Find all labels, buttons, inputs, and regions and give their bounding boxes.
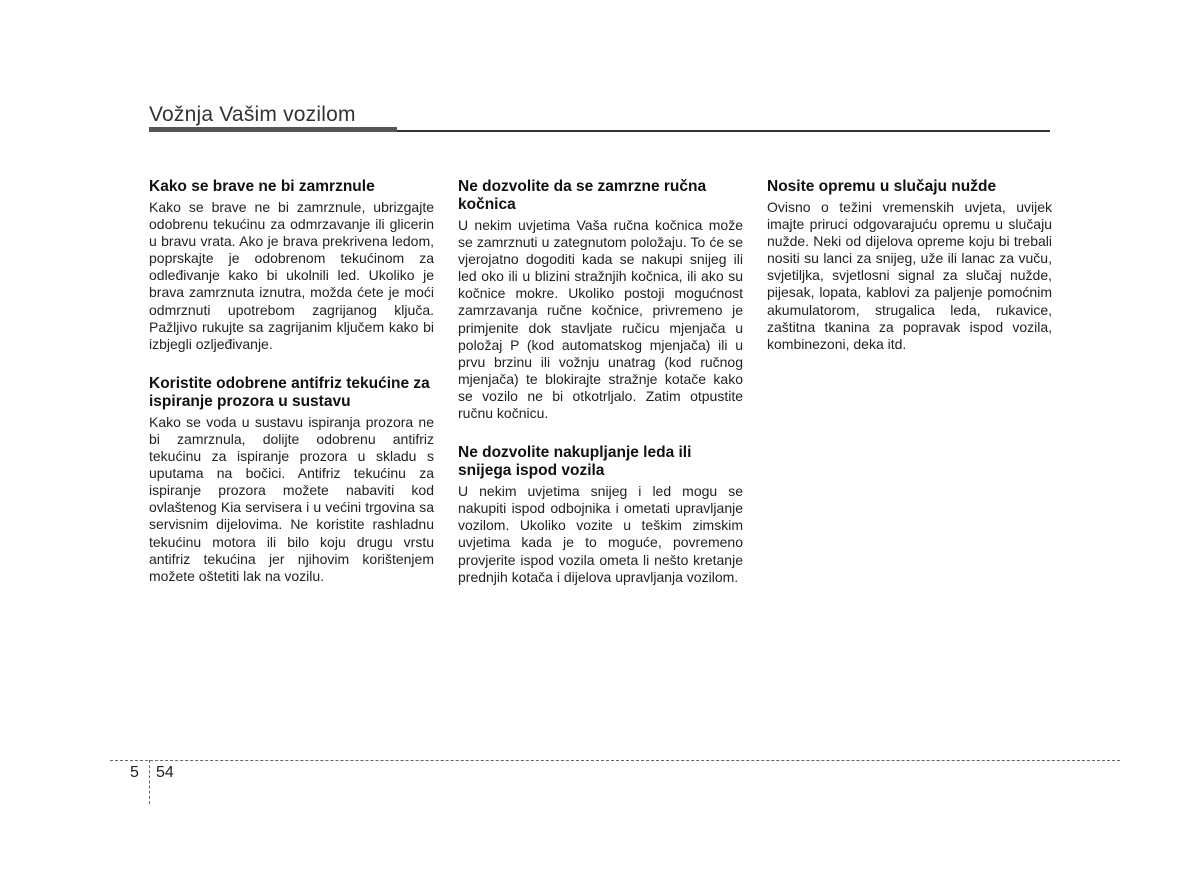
page-number: 54 (156, 764, 174, 781)
section-text: Kako se voda u sustavu ispiranja prozora ne bi zamrznula, dolijte odobrenu antifriz tekućinu za ispiranje prozora u skladu s uputama na bočici. Antifriz tekućinu za ispiranje prozora možete nabaviti kod ovlaštenog Kia servisera i u većini trgovina sa servisnim dijelovima. Ne koristite rashladnu tekućinu motora ili bilo koju drugu vrstu antifriz tekućina jer njihovim korištenjem možete oštetiti lak na vozilu. (149, 413, 434, 584)
header-rule (397, 130, 1050, 132)
footer-dashed-divider (149, 760, 150, 804)
section-heading: Ne dozvolite nakupljanje leda ili snijega ispod vozila (458, 444, 692, 480)
section-oprema (767, 178, 1052, 353)
section-heading: Koristite odobrene antifriz tekućine za ispiranje prozora u sustavu (149, 374, 430, 410)
section-brave (149, 178, 434, 353)
section-text: U nekim uvjetima snijeg i led mogu se nakupiti ispod odbojnika i ometati upravljanje vozilom. Ukoliko vozite u teškim zimskim uvjetima kada je to moguće, povremeno provjerite ispod vozila ometa li nešto kretanje prednjih kotača i dijelova upravljanja vozilom. (458, 483, 743, 585)
section-heading: Kako se brave ne bi zamrznule (149, 178, 375, 195)
chapter-number: 5 (130, 764, 139, 781)
header-bar-thick (149, 127, 397, 132)
column-1 (149, 178, 434, 607)
section-text: Ovisno o težini vremenskih uvjeta, uvijek imajte priruci odgovarajuću opremu u slučaju nužde. Neki od dijelova opreme koju bi trebali nositi su lanci za snijeg, uže ili lanac za vuču, svjetiljka, svjetlosni signal za slučaj nužde, pijesak, lopata, kablovi za paljenje pomoćnim akumulatorom, strugalica leda, rukavice, zaštitna tkanina za popravak ispod vozila, kombinezoni, deka itd. (767, 199, 1052, 352)
section-antifriz (149, 375, 434, 585)
section-text: U nekim uvjetima Vaša ručna kočnica može se zamrznuti u zategnutom položaju. To će se vjerojatno dogoditi kada se nakupi snijeg ili led oko ili u blizini stražnjih kočnica, ili ako su kočnice mokre. Ukoliko postoji mogućnost zamrzavanja ručne kočnice, privremeno je primjenite dok stavljate ručicu mjenjača u položaj P (kod automatskog mjenjača) ili u prvu brzinu ili vožnju unatrag (kod ručnog mjenjača) te blokirajte stražnje kotače kako se vozilo ne bi otkotrljalo. Zatim otpustite ručnu kočnicu. (458, 217, 743, 422)
footer-dashed-rule (110, 760, 1120, 761)
section-rucna-kocnica (458, 178, 743, 422)
section-heading: Nosite opremu u slučaju nužde (767, 178, 997, 195)
section-heading: Ne dozvolite da se zamrzne ručna kočnica (458, 178, 707, 213)
section-text: Kako se brave ne bi zamrznule, ubrizgajte odobrenu tekućinu za odmrzavanje ili glicerin u bravu vrata. Ako je brava prekrivena ledom, poprskajte je odobrenom tekućinom za odleđivanje kako bi ukolnili led. Ukoliko je brava zamrznuta iznutra, možda ćete je moći odmrznuti upotrebom zagrijanog ključa. Pažljivo rukujte sa zagrijanim ključem kako bi izbjegli ozljeđivanje. (149, 199, 434, 352)
page-header-title: Vožnja Vašim vozilom (149, 103, 356, 126)
column-3 (767, 178, 1052, 375)
section-led-snijeg (458, 444, 743, 586)
column-2 (458, 178, 743, 608)
